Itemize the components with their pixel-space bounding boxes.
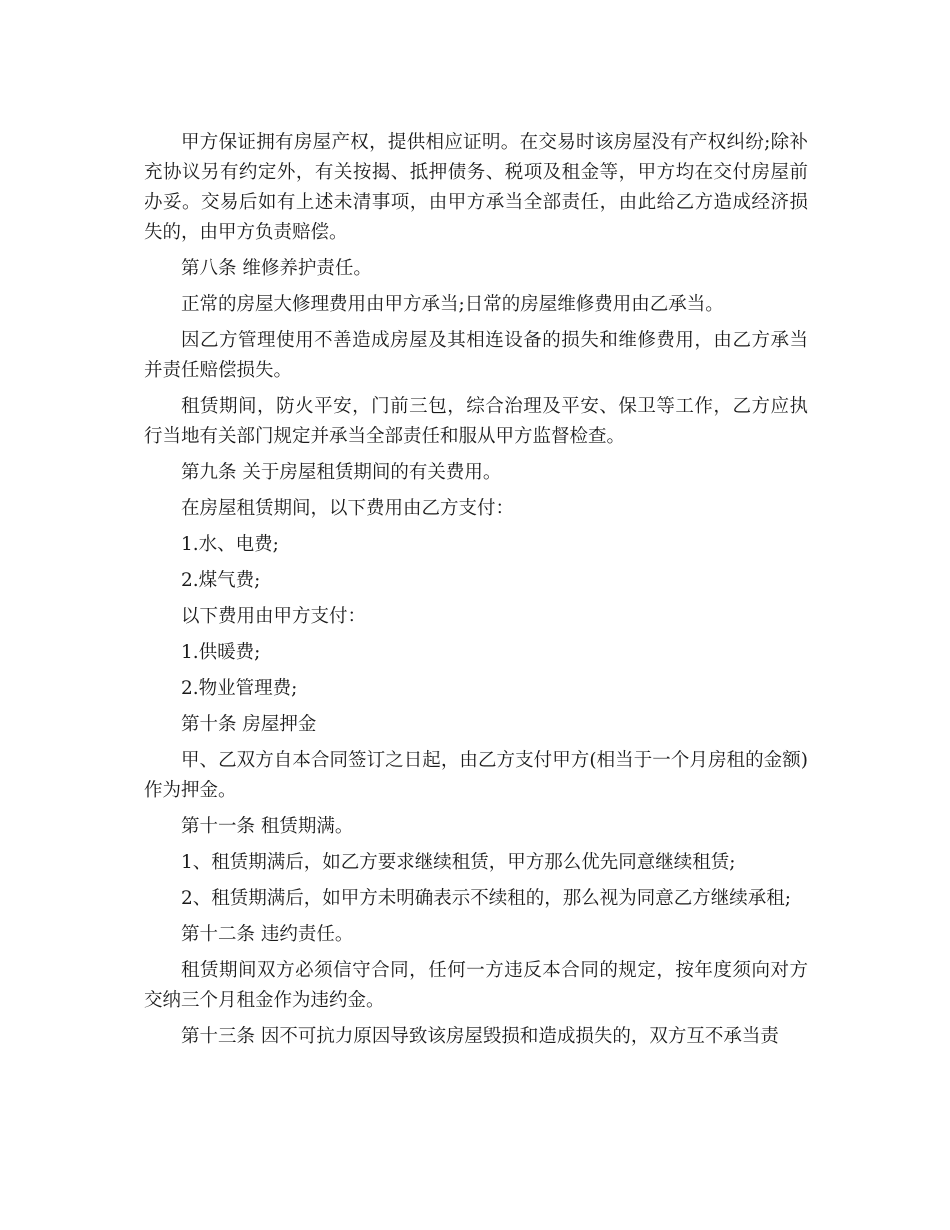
section-heading: 第九条 关于房屋租赁期间的有关费用。: [181, 462, 502, 483]
paragraph: 在房屋租赁期间，以下费用由乙方支付：: [181, 498, 515, 519]
list-item: 1.供暖费;: [181, 642, 261, 663]
paragraph: 甲方保证拥有房屋产权，提供相应证明。在交易时该房屋没有产权纠纷;除补充协议另有约定外，有关按揭、抵押债务、税项及租金等，甲方均在交付房屋前办妥。交易后如有上述未清事项，由甲方承当全部责任，由此给乙方造成经济损失的，由甲方负责赔偿。: [144, 132, 808, 243]
paragraph: 第十三条 因不可抗力原因导致该房屋毁损和造成损失的，双方互不承当责: [181, 1026, 779, 1047]
list-item: 2.物业管理费;: [181, 678, 298, 699]
paragraph: 以下费用由甲方支付：: [181, 606, 367, 627]
section-heading: 第十二条 违约责任。: [181, 924, 354, 945]
section-heading: 第八条 维修养护责任。: [181, 258, 372, 279]
section-heading: 第十一条 租赁期满。: [181, 816, 354, 837]
paragraph: 因乙方管理使用不善造成房屋及其相连设备的损失和维修费用，由乙方承当并责任赔偿损失。: [144, 330, 808, 381]
list-item: 2、租赁期满后，如甲方未明确表示不续租的，那么视为同意乙方继续承租;: [181, 888, 792, 909]
paragraph: 甲、乙双方自本合同签订之日起，由乙方支付甲方(相当于一个月房租的金额)作为押金。: [144, 750, 808, 801]
list-item: 1、租赁期满后，如乙方要求继续租赁，甲方那么优先同意继续租赁;: [181, 852, 736, 873]
paragraph: 正常的房屋大修理费用由甲方承当;日常的房屋维修费用由乙承当。: [181, 294, 724, 315]
document-body: [144, 128, 808, 1058]
paragraph: 租赁期间，防火平安，门前三包，综合治理及平安、保卫等工作，乙方应执行当地有关部门规定并承当全部责任和服从甲方监督检查。: [144, 396, 808, 447]
list-item: 2.煤气费;: [181, 570, 261, 591]
list-item: 1.水、电费;: [181, 534, 279, 555]
paragraph: 租赁期间双方必须信守合同，任何一方违反本合同的规定，按年度须向对方交纳三个月租金作为违约金。: [144, 960, 808, 1011]
section-heading: 第十条 房屋押金: [181, 714, 317, 735]
